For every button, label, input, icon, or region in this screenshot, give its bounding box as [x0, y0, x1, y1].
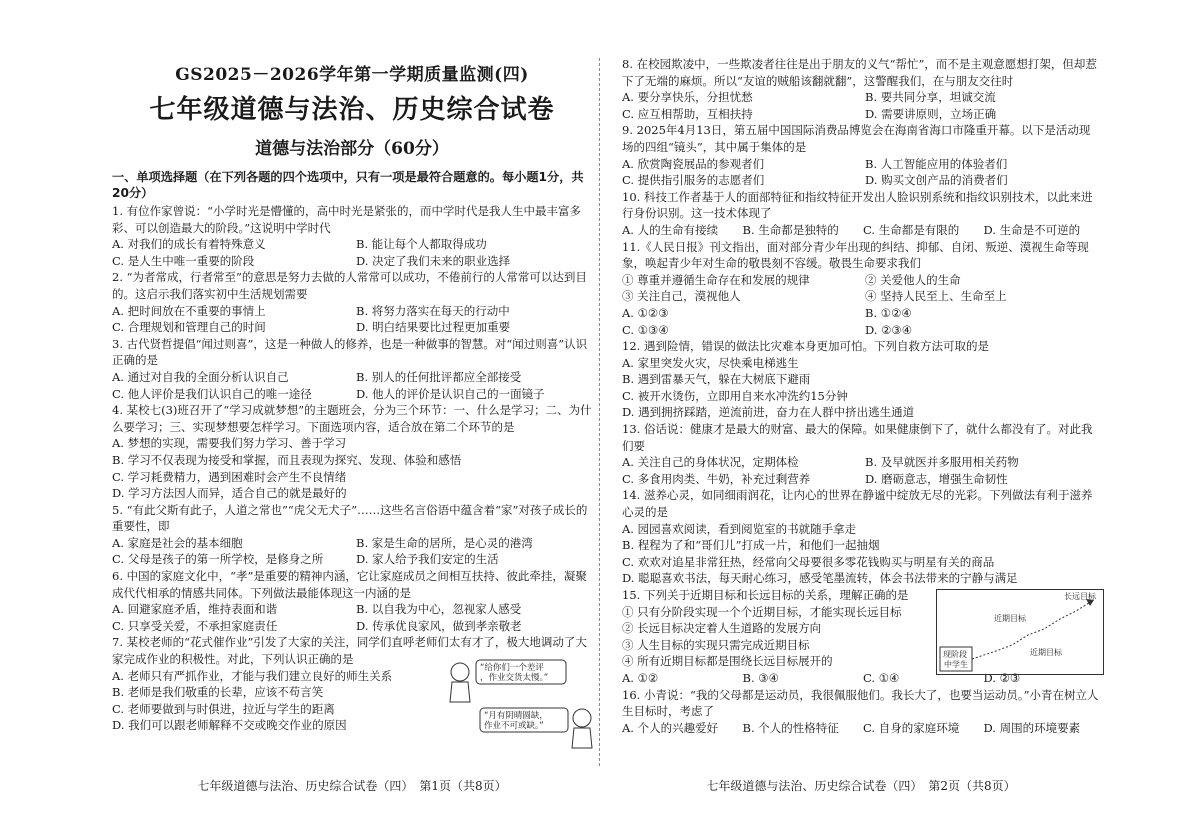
question-stem: 7. 某校老师的“花式催作业”引发了大家的关注，同学们直呼老师们太有才了，极大地调动了大家完成作业的积极性。对此，下列认识正确的是	[112, 635, 587, 667]
question	[112, 502, 592, 568]
sub-statement: ④ 坚持人民至上、生命至上	[865, 289, 1007, 304]
question-stem: 5. “有此父斯有此子，人道之常也”“虎父无犬子”……这些名言俗语中蕴含着“家”对孩子成长的重要性，即	[112, 502, 588, 534]
question	[622, 587, 1100, 687]
option: B. 学习不仅表现为接受和掌握，而且表现为探究、发现、体验和感悟	[112, 452, 462, 467]
question	[622, 122, 1100, 188]
option: D. ②③	[983, 670, 1021, 685]
sub-statement: ① 只有分阶段实现一个个近期目标，才能实现长远目标	[622, 604, 902, 619]
option: A. 老师只有严抓作业，才能与我们建立良好的师生关系	[112, 668, 393, 683]
question	[622, 687, 1100, 737]
question-stem: 9. 2025年4月13日，第五届中国国际消费品博览会在海南省海口市隆重开幕。以下是活动现场的四组“镜头”，其中属于集体的是	[622, 123, 1091, 154]
sub-statement: ③ 关注自己，漠视他人	[622, 289, 741, 304]
option: D. ②③④	[865, 322, 913, 337]
option: B. ③④	[742, 670, 779, 685]
option: D. 他人的评价是认识自己的一面镜子	[356, 386, 545, 401]
question	[112, 568, 592, 634]
option: A. 家庭是社会的基本细胞	[112, 535, 243, 550]
option: D. 生命是不可逆的	[983, 222, 1081, 237]
question-stem: 15. 下列关于近期目标和长远目标的关系，理解正确的是	[622, 588, 909, 602]
option: D. 我们可以跟老师解释不交或晚交作业的原因	[112, 718, 347, 733]
question	[622, 421, 1100, 487]
option: B. 家是生命的居所，是心灵的港湾	[356, 535, 533, 550]
options	[622, 454, 1100, 487]
option: C. 只享受关爱，不承担家庭责任	[112, 618, 278, 633]
option: A. ①②	[622, 670, 659, 685]
question	[622, 487, 1100, 587]
option: B. 人工智能应用的体验者们	[865, 156, 1008, 171]
options	[112, 601, 592, 634]
question	[622, 239, 1100, 339]
question	[112, 634, 592, 734]
question	[112, 269, 592, 335]
option: B. 别人的任何批评都应全部接受	[356, 369, 522, 384]
option: C. 合理规划和管理自己的时间	[112, 320, 266, 335]
page-footer: 七年级道德与法治、历史综合试卷（四） 第2页（共8页）	[706, 779, 1016, 793]
option: A. 园园喜欢阅读，看到阅览室的书就随手拿走	[622, 521, 857, 536]
option: C. ①④	[863, 670, 900, 685]
option: B. 将努力落实在每天的行动中	[356, 303, 510, 318]
question-stem: 10. 科技工作者基于人的面部特征和指纹特征开发出人脸识别系统和指纹识别技术，以此来进行身份识别。这一技术体现了	[622, 189, 1093, 221]
option: C. 学习耗费精力，遇到困难时会产生不良情绪	[112, 469, 347, 484]
section-part-title: 道德与法治部分（60分）	[255, 139, 449, 159]
speech-bubble-2-line2: 作业不可或缺。”	[484, 721, 544, 732]
options	[622, 222, 1100, 239]
question-stem: 6. 中国的家庭文化中，“孝”是重要的精神内涵，它让家庭成员之间相互扶持、彼此牵挂，凝聚成代代相承的情感共同体。下列做法最能体现这一内涵的是	[112, 569, 587, 600]
options	[112, 369, 592, 402]
question-stem: 12. 遇到险情，错误的做法比灾难本身更加可怕。下列自救方法可取的是	[622, 339, 989, 354]
question-stem: 4. 某校七(3)班召开了“学习成就梦想”的主题班会，分为三个环节：一、什么是学习；二、为什么要学习；三、实现梦想要怎样学习。下面选项内容，适合放在第二个环节的是	[112, 403, 592, 434]
option: C. 他人评价是我们认识自己的唯一途径	[112, 386, 312, 401]
option: D. 磨砺意志，增强生命韧性	[865, 471, 1008, 486]
exam-code-title: GS2025－2026学年第一学期质量监测(四)	[175, 65, 529, 85]
option: D. 家人给予我们安定的生活	[356, 552, 499, 567]
option: C. 欢欢对追星非常狂热，经常向父母要很多零花钱购买与明星有关的商品	[622, 554, 995, 569]
option: D. 聪聪喜欢书法，每天耐心练习，感受笔墨流转，体会书法带来的宁静与满足	[622, 571, 1018, 586]
option: D. 学习方法因人而异，适合自己的就是最好的	[112, 486, 347, 501]
option: A. ①②③	[622, 305, 669, 320]
options	[622, 355, 1100, 421]
question-stem: 14. 滋养心灵，如同细雨润花，让内心的世界在静谧中绽放无尽的光彩。下列做法有利于滋养心灵的是	[622, 488, 1093, 520]
speech-bubble-1-line2: ，作业交货太慢。”	[480, 673, 549, 684]
option: C. 自身的家庭环境	[863, 720, 960, 735]
question-stem: 2. “为者常成，行者常至”的意思是努力去做的人常常可以成功，不倦前行的人常常可以达到目的。这启示我们落实初中生活规划需要	[112, 270, 587, 301]
option: A. 欣赏陶瓷展品的参观者们	[622, 156, 765, 171]
option: B. 程程为了和“哥们儿”打成一片，和他们一起抽烟	[622, 538, 880, 553]
sub-statement: ② 长远目标决定着人生道路的发展方向	[622, 621, 822, 636]
options	[112, 435, 592, 501]
page-footer: 七年级道德与法治、历史综合试卷（四） 第1页（共8页）	[197, 779, 507, 793]
option: C. 老师要做到与时俱进，拉近与学生的距离	[112, 701, 335, 716]
question-stem: 11.《人民日报》刊文指出，面对部分青少年出现的纠结、抑郁、自闭、叛逆、漠视生命等现象，唤起青少年对生命的敬畏刻不容缓。敬畏生命要求我们	[622, 239, 1089, 271]
option: C. 是人生中唯一重要的阶段	[112, 253, 255, 268]
question	[112, 336, 592, 402]
page-2	[600, 0, 1200, 820]
options	[622, 156, 1100, 189]
option: A. 家里突发火灾，尽快乘电梯逃生	[622, 355, 799, 370]
option: A. 梦想的实现，需要我们努力学习、善于学习	[112, 436, 347, 451]
option: D. 周围的环境要素	[983, 720, 1081, 735]
question-stem: 16. 小青说：“我的父母都是运动员，我很佩服他们。我长大了，也要当运动员。”小青在树立人生目标时，考虑了	[622, 687, 1099, 719]
option: C. 父母是孩子的第一所学校，是修身之所	[112, 552, 324, 567]
question	[622, 338, 1100, 421]
speech-bubble-2: “月有阴晴圆缺，	[484, 711, 548, 722]
sub-statements	[622, 272, 1100, 305]
speech-bubble-1: “给你们一个差评	[480, 663, 544, 674]
teacher-cartoon	[446, 658, 596, 750]
question	[112, 203, 592, 269]
option: D. 传承优良家风，做到孝亲敬老	[356, 618, 522, 633]
question	[622, 56, 1100, 122]
option: B. ①②④	[865, 305, 912, 320]
diagram-long-goal-label: 长远目标	[1064, 592, 1096, 601]
diagram-current-label: 现阶段	[943, 650, 967, 659]
question-stem: 3. 古代贤哲提倡“闻过则喜”，这是一种做人的修养，也是一种做事的智慧。对“闻过则喜”认识正确的是	[112, 336, 588, 368]
sub-statement: ④ 所有近期目标都是围绕长远目标展开的	[622, 654, 833, 669]
option: D. 明白结果要比过程更加重要	[356, 320, 511, 335]
options	[622, 521, 1100, 587]
question	[112, 402, 592, 502]
question-list-left	[112, 203, 592, 734]
section-heading: 一、单项选择题（在下列各题的四个选项中，只有一项是最符合题意的。每小题1分，共20分）	[112, 170, 584, 200]
diagram-mid-goal-label: 近期目标	[994, 614, 1026, 623]
diagram-current-label-line2: 中学生	[944, 660, 968, 669]
question-list-right	[622, 56, 1100, 736]
diagram-near-goal-label: 近期目标	[1030, 648, 1062, 657]
sub-statement: ② 关爱他人的生命	[865, 272, 961, 287]
question-stem: 8. 在校园欺凌中，一些欺凌者往往是出于朋友的义气“帮忙”，而不是主观意愿想打架，但却惹下了无端的麻烦。所以“友谊的贼船该翻就翻”，这警醒我们，在与朋友交往时	[622, 57, 1097, 88]
option: B. 个人的性格特征	[742, 720, 839, 735]
option: B. 生命都是独特的	[742, 222, 839, 237]
option: A. 个人的兴趣爱好	[622, 720, 719, 735]
options	[112, 303, 592, 336]
options	[622, 89, 1100, 122]
option: D. 决定了我们未来的职业选择	[356, 253, 511, 268]
option: B. 能让每个人都取得成功	[356, 237, 487, 252]
sub-statement: ① 尊重并遵循生命存在和发展的规律	[622, 272, 810, 287]
option: A. 把时间放在不重要的事情上	[112, 303, 266, 318]
option: B. 要共同分享，坦诚交流	[865, 90, 996, 105]
option: C. 被开水烫伤，立即用自来水冲洗约15分钟	[622, 388, 848, 403]
option: A. 回避家庭矛盾，维持表面和谐	[112, 602, 278, 617]
option: D. 需要讲原则，立场正确	[865, 106, 997, 121]
option: A. 关注自己的身体状况，定期体检	[622, 455, 799, 470]
options	[112, 535, 592, 568]
goal-staircase-diagram	[936, 589, 1104, 675]
option: C. 多食用肉类、牛奶，补充过剩营养	[622, 471, 811, 486]
exam-main-title: 七年级道德与法治、历史综合试卷	[149, 95, 555, 125]
option: B. 遇到雷暴天气，躲在大树底下避雨	[622, 372, 811, 387]
option: A. 对我们的成长有着特殊意义	[112, 237, 266, 252]
sub-statement: ③ 人生目标的实现只需完成近期目标	[622, 637, 810, 652]
option: C. ①③④	[622, 322, 669, 337]
option: A. 要分享快乐，分担忧愁	[622, 90, 753, 105]
question-stem: 1. 有位作家曾说：“小学时光是懵懂的，高中时光是紧张的，而中学时代是我人生中最丰富多彩、可以创造最大的阶段。”这说明中学时代	[112, 204, 582, 235]
option: D. 遇到拥挤踩踏，逆流前进，奋力在人群中挤出逃生通道	[622, 405, 915, 420]
question	[622, 189, 1100, 239]
option: B. 老师是我们敬重的长辈，应该不苟言笑	[112, 685, 324, 700]
question-stem: 13. 俗话说：健康才是最大的财富、最大的保障。如果健康倒下了，就什么都没有了。对此我们要	[622, 422, 1093, 453]
option: C. 生命都是有限的	[863, 222, 960, 237]
option: B. 及早就医并多服用相关药物	[865, 455, 1019, 470]
option: C. 提供指引服务的志愿者们	[622, 173, 765, 188]
options	[112, 236, 592, 269]
option: D. 购买文创产品的消费者们	[865, 173, 1008, 188]
options	[622, 720, 1100, 737]
options	[622, 305, 1100, 338]
option: A. 通过对自我的全面分析认识自己	[112, 369, 289, 384]
option: A. 人的生命有接续	[622, 222, 719, 237]
option: B. 以自我为中心，忽视家人感受	[356, 602, 522, 617]
option: C. 应互相帮助，互相扶持	[622, 106, 753, 121]
